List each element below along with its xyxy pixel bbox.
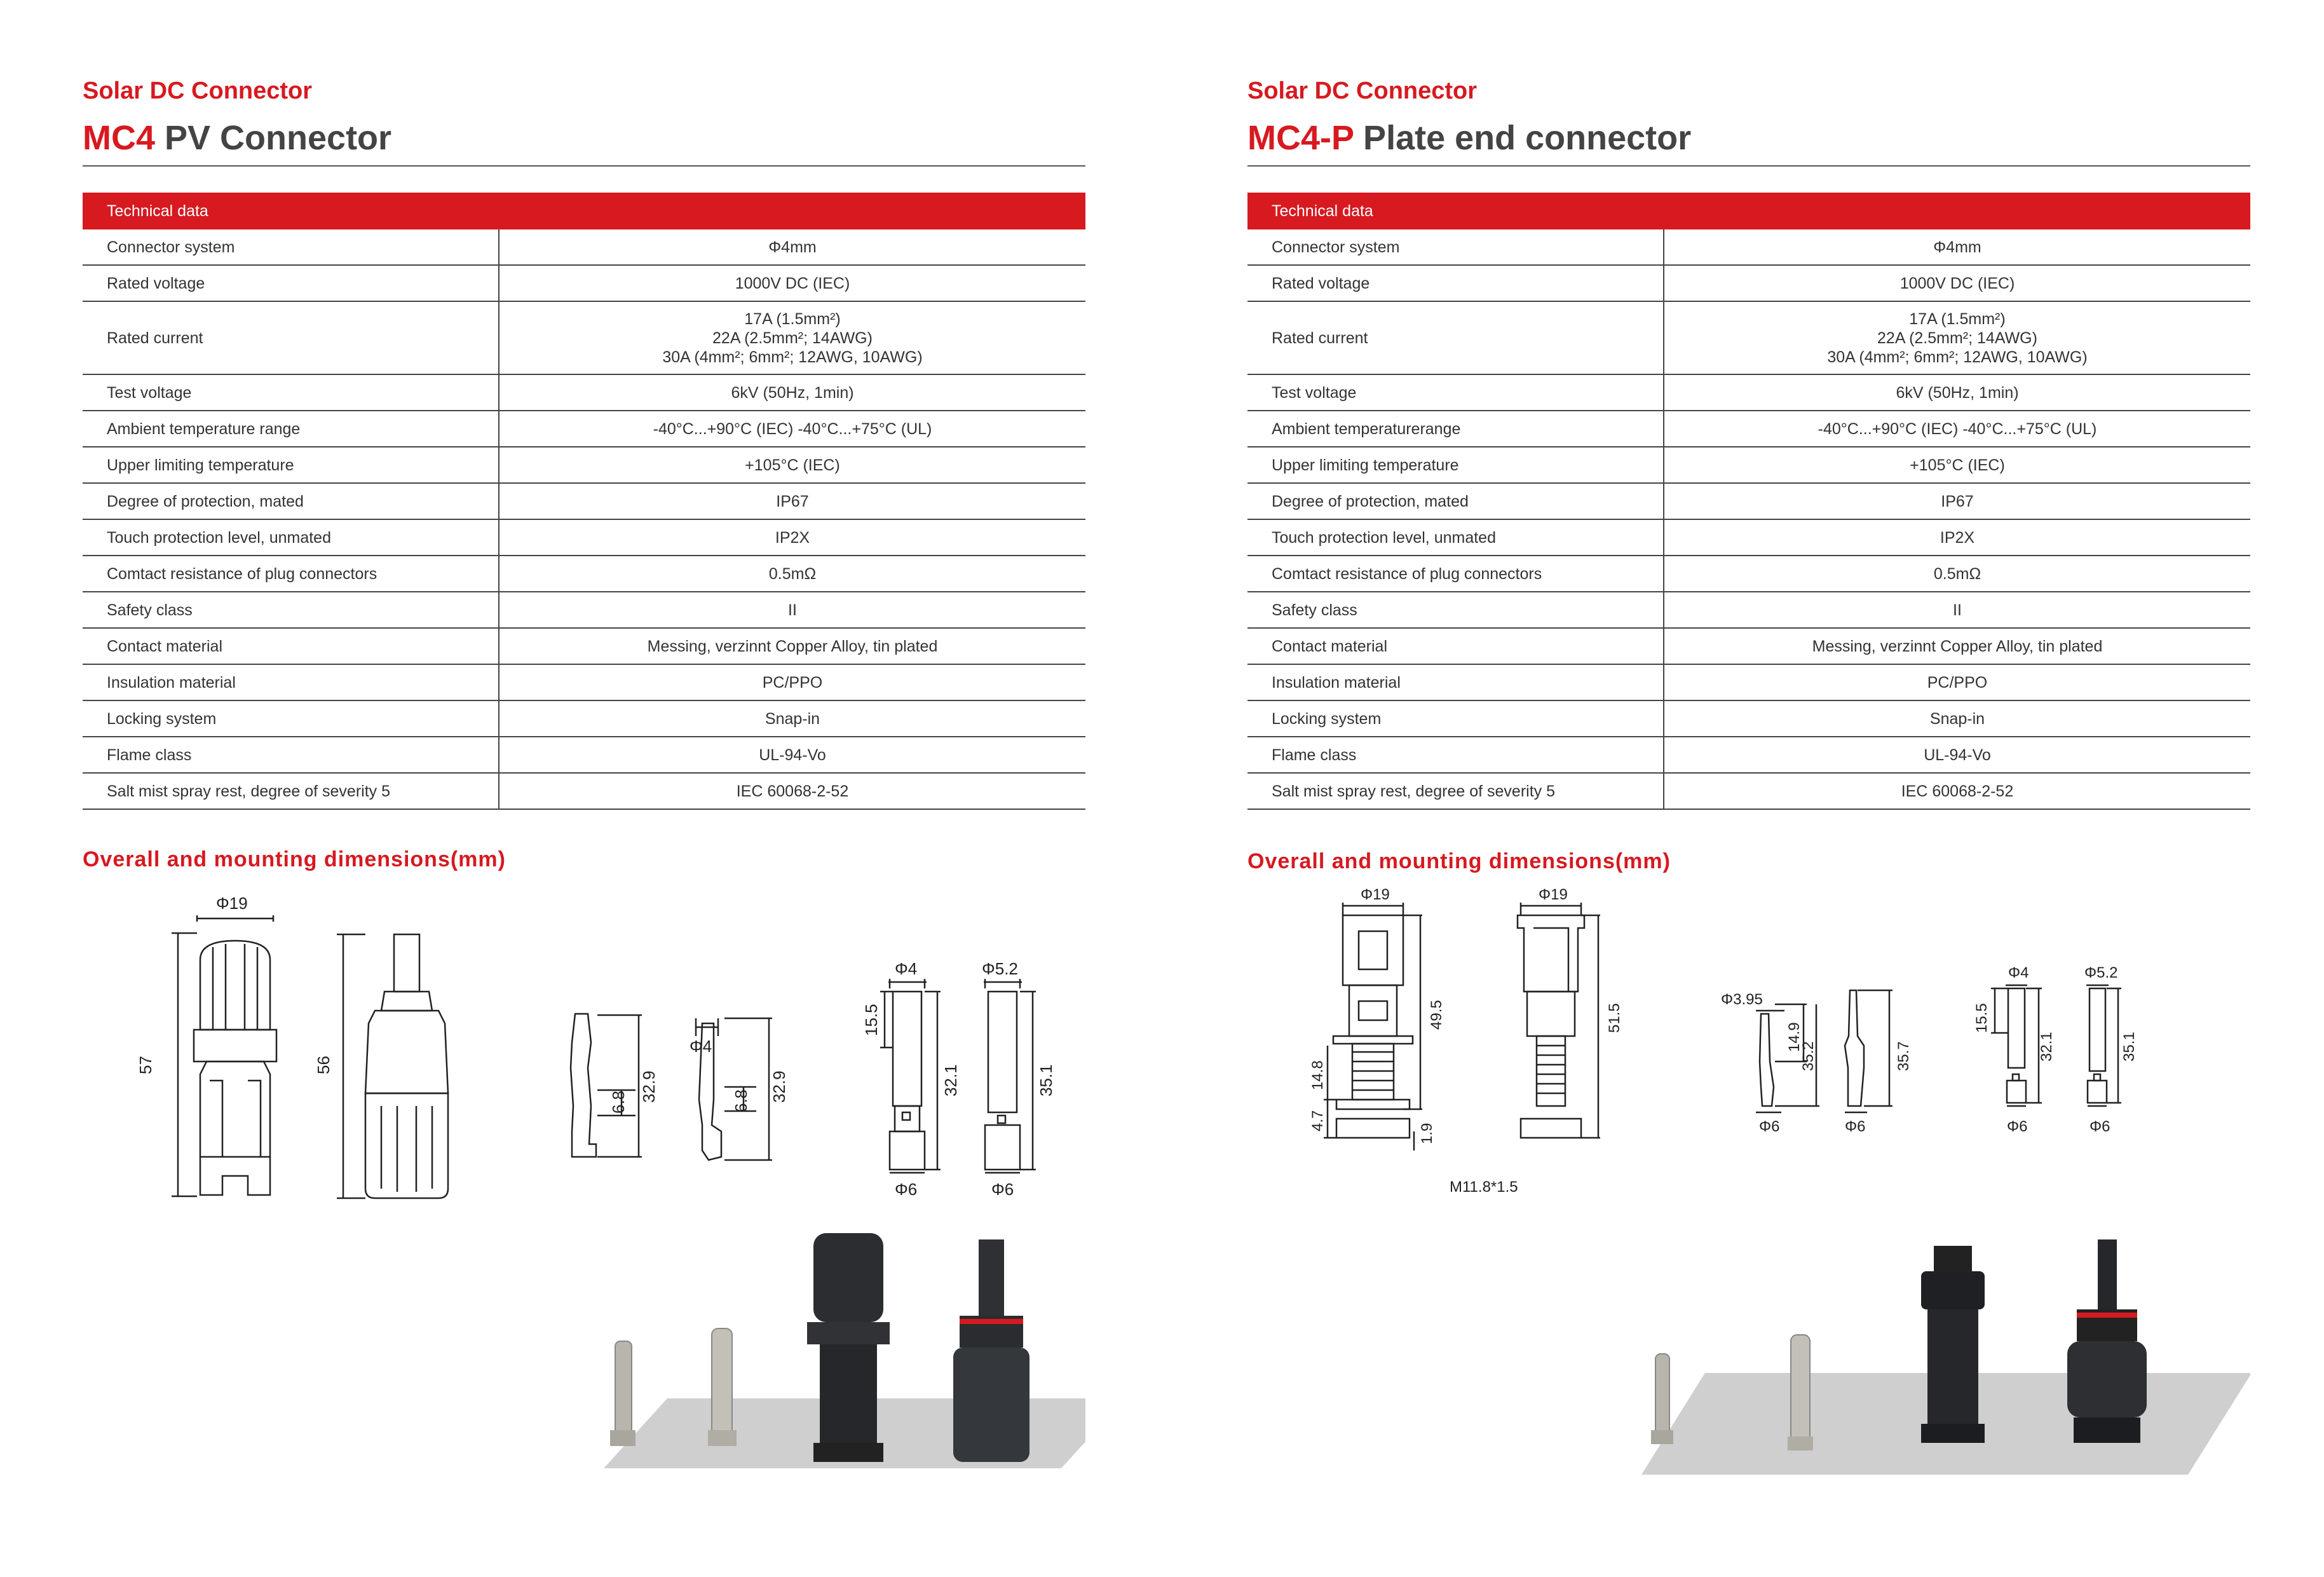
spec-label: Comtact resistance of plug connectors bbox=[1247, 556, 1664, 592]
dim-rc-h1: 14.9 bbox=[1786, 1022, 1803, 1052]
spec-value: IP2X bbox=[499, 519, 1085, 556]
left-photo-male-connector bbox=[953, 1239, 1029, 1462]
left-title bbox=[83, 118, 391, 158]
spec-value: IP2X bbox=[1664, 519, 2250, 556]
spec-row bbox=[83, 301, 1085, 374]
right-photo-panel-male bbox=[2067, 1239, 2147, 1443]
spec-row bbox=[83, 447, 1085, 483]
spec-value: 17A (1.5mm²) 22A (2.5mm²; 14AWG) 30A (4mm²; 6mm²; 12AWG, 10AWG) bbox=[499, 301, 1085, 374]
left-dimension-drawings bbox=[83, 877, 1085, 1233]
spec-label: Connector system bbox=[1247, 229, 1664, 265]
dim-ra-h3: 4.7 bbox=[1309, 1110, 1326, 1131]
right-spec-table bbox=[1247, 193, 2250, 810]
left-model: MC4 bbox=[83, 119, 156, 157]
left-spec-body bbox=[83, 229, 1085, 809]
right-table-header: Technical data bbox=[1247, 193, 2250, 229]
spec-row bbox=[1247, 411, 2250, 447]
left-drawing-female-pin bbox=[571, 1014, 642, 1157]
spec-value: 17A (1.5mm²) 22A (2.5mm²; 14AWG) 30A (4mm²; 6mm²; 12AWG, 10AWG) bbox=[1664, 301, 2250, 374]
spec-row bbox=[83, 737, 1085, 773]
dim-a-h: 57 bbox=[136, 1056, 155, 1074]
right-dimension-drawings bbox=[1247, 877, 2250, 1233]
dim-rf-top: Φ5.2 bbox=[2084, 964, 2118, 981]
spec-row bbox=[83, 700, 1085, 737]
spec-row bbox=[83, 265, 1085, 301]
right-title-rest: Plate end connector bbox=[1354, 119, 1692, 157]
dim-f-top: Φ5.2 bbox=[982, 959, 1018, 978]
dim-re-top: Φ4 bbox=[2008, 964, 2029, 981]
spec-row bbox=[1247, 628, 2250, 664]
spec-value: IEC 60068-2-52 bbox=[499, 773, 1085, 809]
dim-re-bot: Φ6 bbox=[2007, 1118, 2028, 1135]
spec-value: IP67 bbox=[1664, 483, 2250, 519]
spec-label: Comtact resistance of plug connectors bbox=[83, 556, 499, 592]
spec-value: II bbox=[1664, 592, 2250, 628]
spec-value: PC/PPO bbox=[1664, 664, 2250, 700]
dim-ra-thread: M11.8*1.5 bbox=[1450, 1178, 1518, 1196]
dim-rc-bot: Φ6 bbox=[1759, 1118, 1780, 1135]
dim-c-h1: 6.8 bbox=[609, 1090, 628, 1114]
dim-d-h2: 32.9 bbox=[770, 1070, 789, 1103]
dim-ra-h1: 49.5 bbox=[1428, 1000, 1445, 1030]
spec-value: Snap-in bbox=[1664, 700, 2250, 737]
spec-value: II bbox=[499, 592, 1085, 628]
spec-row bbox=[1247, 374, 2250, 411]
right-drawing-tube-5-2 bbox=[2086, 985, 2121, 1106]
spec-label: Upper limiting temperature bbox=[83, 447, 499, 483]
spec-value: PC/PPO bbox=[499, 664, 1085, 700]
spec-label: Flame class bbox=[1247, 737, 1664, 773]
spec-row bbox=[83, 773, 1085, 809]
spec-label: Salt mist spray rest, degree of severity 5 bbox=[83, 773, 499, 809]
spec-row bbox=[83, 556, 1085, 592]
spec-row bbox=[1247, 700, 2250, 737]
spec-row bbox=[1247, 592, 2250, 628]
spec-value: UL-94-Vo bbox=[1664, 737, 2250, 773]
dim-re-h2: 32.1 bbox=[2038, 1032, 2055, 1062]
dim-rc-top: Φ3.95 bbox=[1721, 991, 1763, 1008]
dim-ra-h2: 14.8 bbox=[1309, 1060, 1326, 1090]
dim-b-h: 56 bbox=[314, 1056, 333, 1074]
spec-value: -40°C...+90°C (IEC) -40°C...+75°C (UL) bbox=[1664, 411, 2250, 447]
right-drawing-panel-female bbox=[1324, 903, 1422, 1150]
dim-c-h2: 32.9 bbox=[639, 1070, 658, 1103]
left-photo-male-pin bbox=[708, 1328, 737, 1446]
dim-rb-h: 51.5 bbox=[1606, 1003, 1623, 1033]
spec-value: UL-94-Vo bbox=[499, 737, 1085, 773]
left-table-header: Technical data bbox=[83, 193, 1085, 229]
dim-e-bot: Φ6 bbox=[895, 1180, 918, 1199]
dim-d-dia: Φ4 bbox=[690, 1037, 712, 1056]
spec-label: Locking system bbox=[1247, 700, 1664, 737]
dim-rd-bot: Φ6 bbox=[1845, 1118, 1866, 1135]
spec-row bbox=[83, 411, 1085, 447]
spec-label: Test voltage bbox=[83, 374, 499, 411]
dim-rf-bot: Φ6 bbox=[2090, 1118, 2110, 1135]
spec-label: Insulation material bbox=[83, 664, 499, 700]
dim-re-h1: 15.5 bbox=[1973, 1003, 1990, 1033]
spec-label: Safety class bbox=[1247, 592, 1664, 628]
left-drawing-crimp-tube-5-2 bbox=[984, 979, 1036, 1173]
spec-row bbox=[83, 664, 1085, 700]
right-title bbox=[1247, 118, 1691, 158]
left-title-rule bbox=[83, 165, 1085, 167]
spec-value: -40°C...+90°C (IEC) -40°C...+75°C (UL) bbox=[499, 411, 1085, 447]
dim-e-h1: 15.5 bbox=[862, 1004, 881, 1036]
spec-label: Safety class bbox=[83, 592, 499, 628]
right-product-photos bbox=[1247, 1227, 2250, 1481]
spec-label: Insulation material bbox=[1247, 664, 1664, 700]
right-drawing-panel-male bbox=[1518, 903, 1600, 1138]
dim-rc-h2: 35.2 bbox=[1800, 1041, 1817, 1071]
left-product-photos bbox=[83, 1227, 1085, 1481]
spec-row bbox=[1247, 229, 2250, 265]
spec-label: Flame class bbox=[83, 737, 499, 773]
spec-value: +105°C (IEC) bbox=[499, 447, 1085, 483]
dim-e-h2: 32.1 bbox=[941, 1064, 960, 1096]
spec-value: Φ4mm bbox=[1664, 229, 2250, 265]
spec-value: Messing, verzinnt Copper Alloy, tin plated bbox=[1664, 628, 2250, 664]
left-spec-table bbox=[83, 193, 1085, 810]
spec-value: Φ4mm bbox=[499, 229, 1085, 265]
right-panel bbox=[1247, 0, 2252, 1577]
dim-rb-dia: Φ19 bbox=[1539, 886, 1568, 903]
dim-f-bot: Φ6 bbox=[991, 1180, 1014, 1199]
spec-label: Connector system bbox=[83, 229, 499, 265]
spec-value: IP67 bbox=[499, 483, 1085, 519]
spec-row bbox=[1247, 773, 2250, 809]
spec-row bbox=[1247, 265, 2250, 301]
dim-ra-h4: 1.9 bbox=[1418, 1123, 1436, 1144]
left-dims-title: Overall and mounting dimensions(mm) bbox=[83, 847, 506, 871]
spec-label: Contact material bbox=[1247, 628, 1664, 664]
left-panel bbox=[83, 0, 1087, 1577]
spec-row bbox=[83, 628, 1085, 664]
spec-row bbox=[83, 519, 1085, 556]
spec-value: 1000V DC (IEC) bbox=[1664, 265, 2250, 301]
spec-label: Touch protection level, unmated bbox=[83, 519, 499, 556]
spec-label: Contact material bbox=[83, 628, 499, 664]
right-model: MC4-P bbox=[1247, 119, 1354, 157]
dim-d-h1: 6.8 bbox=[731, 1089, 751, 1112]
right-dims-title: Overall and mounting dimensions(mm) bbox=[1247, 849, 1671, 873]
spec-label: Ambient temperaturerange bbox=[1247, 411, 1664, 447]
spec-label: Locking system bbox=[83, 700, 499, 737]
spec-label: Degree of protection, mated bbox=[1247, 483, 1664, 519]
right-drawing-tube-4 bbox=[1991, 985, 2042, 1106]
spec-row bbox=[83, 483, 1085, 519]
spec-label: Test voltage bbox=[1247, 374, 1664, 411]
left-kicker: Solar DC Connector bbox=[83, 78, 313, 104]
spec-label: Upper limiting temperature bbox=[1247, 447, 1664, 483]
spec-row bbox=[1247, 483, 2250, 519]
right-photo-male-pin bbox=[1788, 1335, 1813, 1451]
spec-value: 0.5mΩ bbox=[499, 556, 1085, 592]
spec-label: Rated current bbox=[83, 301, 499, 374]
spec-row bbox=[1247, 737, 2250, 773]
spec-label: Rated voltage bbox=[1247, 265, 1664, 301]
spec-label: Rated current bbox=[1247, 301, 1664, 374]
spec-label: Ambient temperature range bbox=[83, 411, 499, 447]
spec-value: 1000V DC (IEC) bbox=[499, 265, 1085, 301]
spec-label: Touch protection level, unmated bbox=[1247, 519, 1664, 556]
spec-row bbox=[1247, 664, 2250, 700]
spec-value: 6kV (50Hz, 1min) bbox=[499, 374, 1085, 411]
spec-row bbox=[83, 229, 1085, 265]
spec-label: Salt mist spray rest, degree of severity 5 bbox=[1247, 773, 1664, 809]
spec-value: Messing, verzinnt Copper Alloy, tin plated bbox=[499, 628, 1085, 664]
dim-e-top: Φ4 bbox=[895, 959, 918, 978]
left-drawing-male-connector bbox=[337, 934, 448, 1198]
spec-row bbox=[83, 374, 1085, 411]
right-title-rule bbox=[1247, 165, 2250, 167]
spec-value: Snap-in bbox=[499, 700, 1085, 737]
spec-row bbox=[1247, 519, 2250, 556]
right-kicker: Solar DC Connector bbox=[1247, 78, 1478, 104]
spec-value: 6kV (50Hz, 1min) bbox=[1664, 374, 2250, 411]
dim-a-dia: Φ19 bbox=[216, 894, 248, 913]
left-photo-female-pin bbox=[610, 1341, 635, 1446]
spec-value: 0.5mΩ bbox=[1664, 556, 2250, 592]
right-photo-panel-female bbox=[1921, 1246, 1985, 1443]
spec-value: +105°C (IEC) bbox=[1664, 447, 2250, 483]
left-drawing-female-connector bbox=[172, 915, 276, 1196]
spec-row bbox=[1247, 556, 2250, 592]
spec-row bbox=[83, 592, 1085, 628]
spec-label: Degree of protection, mated bbox=[83, 483, 499, 519]
dim-rf-h: 35.1 bbox=[2121, 1032, 2138, 1062]
right-spec-body bbox=[1247, 229, 2250, 809]
right-photo-female-pin bbox=[1651, 1354, 1673, 1444]
spec-label: Rated voltage bbox=[83, 265, 499, 301]
left-title-rest: PV Connector bbox=[155, 119, 392, 157]
spec-row bbox=[1247, 447, 2250, 483]
spec-value: IEC 60068-2-52 bbox=[1664, 773, 2250, 809]
dim-f-h: 35.1 bbox=[1036, 1064, 1056, 1096]
spec-row bbox=[1247, 301, 2250, 374]
left-drawing-crimp-tube-4 bbox=[880, 979, 941, 1173]
dim-rd-h: 35.7 bbox=[1895, 1041, 1912, 1071]
right-drawing-pin-b bbox=[1845, 990, 1892, 1112]
dim-ra-dia: Φ19 bbox=[1361, 886, 1390, 903]
